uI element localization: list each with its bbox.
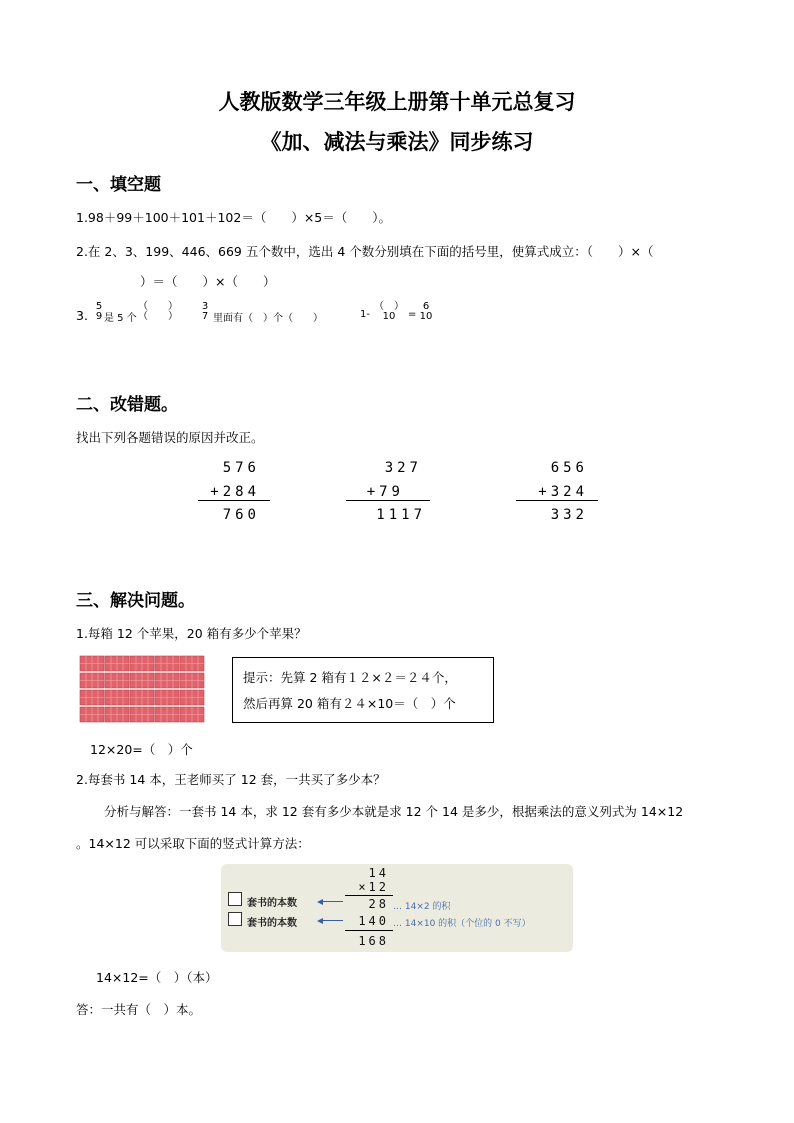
fraction-6-10: 6 10 <box>419 301 433 322</box>
fraction-blank: （ ） （ ） <box>138 301 178 322</box>
equation-3-2: 14×12=（ ）（本） <box>96 970 218 985</box>
question-1-2-line1: 2.在 2、3、199、446、669 五个数中，选出 4 个数分别填在下面的括号里，使算式成立：（ ）×（ <box>76 244 654 259</box>
section-2-instruction: 找出下列各题错误的原因并改正。 <box>76 430 264 445</box>
fraction-blank-10: （ ） 10 <box>374 301 404 322</box>
page-title: 人教版数学三年级上册第十单元总复习 <box>218 89 576 114</box>
blank-box-2 <box>228 912 242 926</box>
hint-line-2: 然后再算 20 箱有２４×10＝（ ）个 <box>243 696 456 711</box>
answer-3-2: 答：一共有（ ）本。 <box>76 1002 202 1017</box>
answer-3-1: 12×20=（ ）个 <box>90 742 193 757</box>
hint-line-1: 提示：先算 2 箱有１２×２＝２４个， <box>243 670 457 685</box>
question-1-1: 1.98＋99＋100＋101＋102＝（ ）×5＝（ ）。 <box>76 210 391 225</box>
question-3-1: 1.每箱 12 个苹果，20 箱有多少个苹果？ <box>76 626 307 641</box>
blank-box-1 <box>228 892 242 906</box>
analysis-line-1: 分析与解答：一套书 14 本，求 12 套有多少本就是求 12 个 14 是多少，根据乘法的意义列式为 14×12 <box>104 804 684 819</box>
apple-boxes-image <box>78 654 208 726</box>
fraction-5-9: 5 9 <box>95 301 103 322</box>
hint-box <box>232 657 494 723</box>
section-3-heading: 三、解决问题。 <box>76 591 195 611</box>
vertical-multiplication-panel: 14 ×12 28 140 168 套书的本数 套书的本数 … 14×2 的积 … 14×10 的积（个位的 0 不写） <box>221 864 573 952</box>
page-subtitle: 《加、减法与乘法》同步练习 <box>260 129 534 154</box>
analysis-line-2: 。14×12 可以采取下面的竖式计算方法： <box>76 836 310 851</box>
question-1-2-line2: ）＝（ ）×（ ） <box>140 274 276 289</box>
question-3-2: 2.每套书 14 本，王老师买了 12 套，一共买了多少本？ <box>76 772 386 787</box>
arrow-left-icon <box>317 899 323 905</box>
fraction-3-7: 3 7 <box>201 301 209 322</box>
section-1-heading: 一、填空题 <box>76 175 161 195</box>
arrow-left-icon <box>317 918 323 924</box>
section-2-heading: 二、改错题。 <box>76 395 178 415</box>
